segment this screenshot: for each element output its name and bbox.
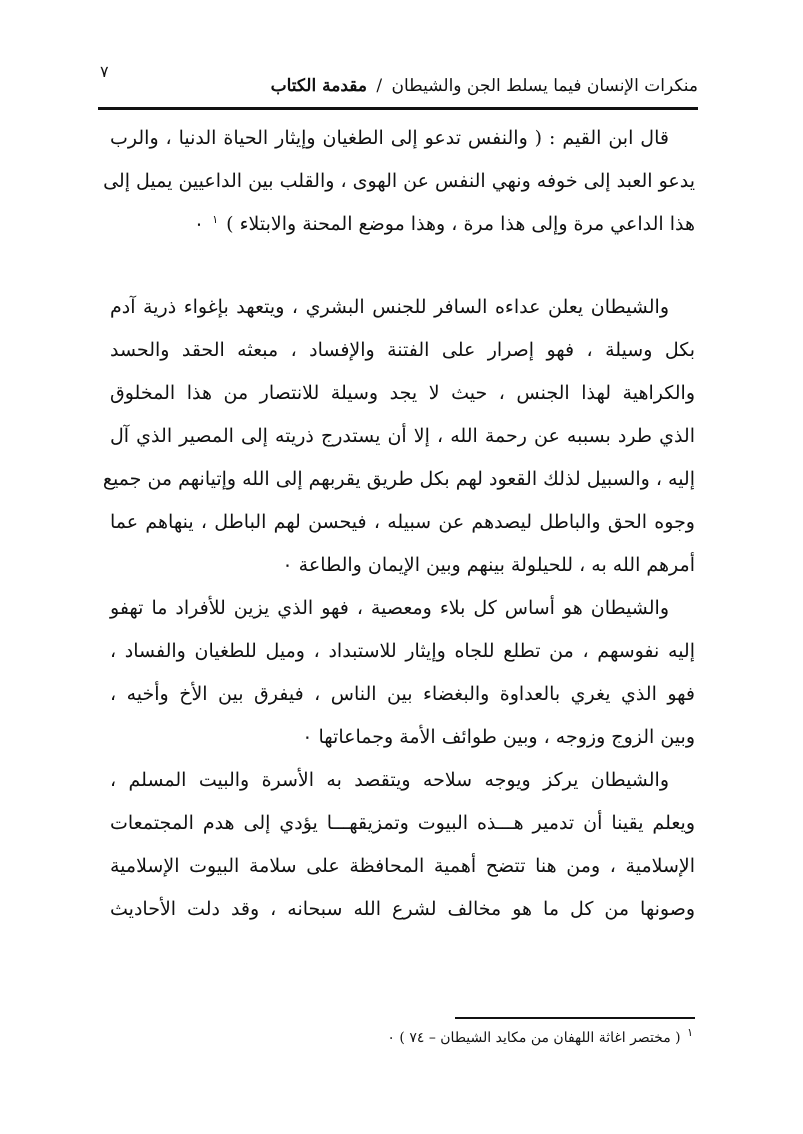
text-line: بكل وسيلة ، فهو إصرار على الفتنة والإفساد ، مبعثه الحقد والحسد xyxy=(110,339,695,361)
running-header xyxy=(98,72,698,100)
text-line: الذي طرد بسببه عن رحمة الله ، إلا أن يستدرج ذريته إلى المصير الذي آل xyxy=(110,425,695,447)
paragraph-basis-of-affliction xyxy=(110,587,695,759)
sentence-end-mark: ٠ xyxy=(193,213,205,235)
paragraph-gap xyxy=(110,246,695,286)
text-line: الإسلامية ، ومن هنا تتضح أهمية المحافظة على سلامة البيوت الإسلامية xyxy=(110,855,695,877)
text-line: إليه نفوسهم ، من تطلع للجاه وإيثار للاستبداد ، وميل للطغيان والفساد ، xyxy=(110,640,695,662)
page-body xyxy=(102,117,695,931)
text-line: أمرهم الله به ، للحيلولة بينهم وبين الإيمان والطاعة ٠ xyxy=(282,554,695,576)
book-title: منكرات الإنسان فيما يسلط الجن والشيطان xyxy=(391,76,698,96)
text-line: وبين الزوج وزوجه ، وبين طوائف الأمة وجماعاتها ٠ xyxy=(302,726,695,748)
paragraph-enmity xyxy=(102,286,695,587)
paragraph-family-target xyxy=(110,759,695,931)
text-line xyxy=(110,203,695,246)
footnote-text: ( مختصر اغاثة اللهفان من مكايد الشيطان – ٧٤ ) ٠ xyxy=(387,1030,681,1046)
header-rule xyxy=(98,107,698,110)
footnote-number: ١ xyxy=(687,1026,693,1040)
text-line: والشيطان هو أساس كل بلاء ومعصية ، فهو الذي يزين للأفراد ما تهفو xyxy=(110,597,669,619)
paragraph-ibn-qayyim xyxy=(103,117,695,246)
footnote-reference[interactable]: ١ xyxy=(212,212,219,226)
text-line: والكراهية لهذا الجنس ، حيث لا يجد وسيلة للانتصار من هذا المخلوق xyxy=(110,382,695,404)
text-line: والشيطان يركز ويوجه سلاحه ويتقصد به الأسرة والبيت المسلم ، xyxy=(110,769,669,791)
text-line: ويعلم يقينا أن تدمير هـــذه البيوت وتمزيقهـــا يؤدي إلى هدم المجتمعات xyxy=(110,812,695,834)
page-number: ٧ xyxy=(100,62,109,81)
quote-end-text: هذا الداعي مرة وإلى هذا مرة ، وهذا موضع المحنة والابتلاء ) xyxy=(226,213,695,235)
text-line: إليه ، والسبيل لذلك القعود لهم بكل طريق يقربهم إلى الله وإتيانهم من جميع xyxy=(102,468,695,490)
text-line: والشيطان يعلن عداءه السافر للجنس البشري ، ويتعهد بإغواء ذرية آدم xyxy=(110,296,669,318)
text-line: فهو الذي يغري بالعداوة والبغضاء بين الناس ، فيفرق بين الأخ وأخيه ، xyxy=(110,683,695,705)
footnote-rule xyxy=(455,1017,695,1019)
text-line: وصونها من كل ما هو مخالف لشرع الله سبحانه ، وقد دلت الأحاديث xyxy=(110,898,695,920)
text-line: يدعو العبد إلى خوفه ونهي النفس عن الهوى ، والقلب بين الداعيين يميل إلى xyxy=(103,170,695,192)
text-line: وجوه الحق والباطل ليصدهم عن سبيله ، فيحسن لهم الباطل ، ينهاهم عما xyxy=(110,511,695,533)
section-title: مقدمة الكتاب xyxy=(270,76,367,96)
text-line: قال ابن القيم : ( والنفس تدعو إلى الطغيان وإيثار الحياة الدنيا ، والرب xyxy=(110,127,669,149)
header-separator: / xyxy=(376,76,383,96)
footnote xyxy=(195,1026,695,1050)
